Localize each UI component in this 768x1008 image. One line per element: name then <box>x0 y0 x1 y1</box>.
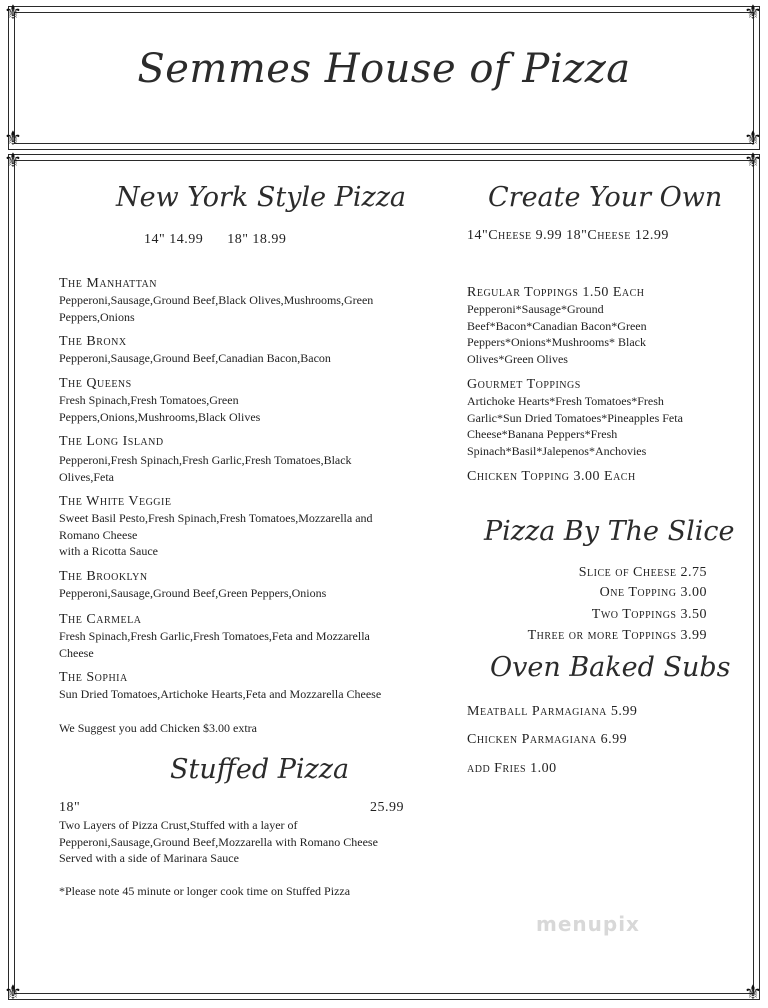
slice-item: Two Toppings 3.50 <box>591 607 707 622</box>
menu-item-desc-extra: with a Ricotta Sauce <box>59 544 158 558</box>
sub-item: Chicken Parmagiana 6.99 <box>467 732 628 747</box>
create-prices: 14"Cheese 9.99 18"Cheese 12.99 <box>467 228 669 243</box>
menu-item-name: The Manhattan <box>59 276 157 291</box>
menu-item-name: The Carmela <box>59 612 142 627</box>
restaurant-title: Semmes House of Pizza <box>137 46 631 92</box>
slice-item: Slice of Cheese 2.75 <box>578 565 707 580</box>
slice-item: One Topping 3.00 <box>599 585 707 600</box>
menupix-watermark-logo: menupix <box>536 912 640 936</box>
regular-toppings-list: Pepperoni*Sausage*Ground Beef*Bacon*Canadian Bacon*Green Peppers*Onions*Mushrooms* Black Olives*Green Olives <box>467 302 647 366</box>
corner-ornament-icon: ⚜ <box>744 0 762 24</box>
gourmet-toppings-list: Artichoke Hearts*Fresh Tomatoes*Fresh Garlic*Sun Dried Tomatoes*Pineapples Feta Cheese*Banana Peppers*Fresh Spinach*Basil*Jalepenos*Anchovies <box>467 394 683 458</box>
section-heading-oven-baked-subs: Oven Baked Subs <box>490 652 731 683</box>
ny-prices: 14" 14.99 18" 18.99 <box>144 232 287 247</box>
stuffed-price: 25.99 <box>370 800 404 815</box>
corner-ornament-icon: ⚜ <box>4 148 22 172</box>
corner-ornament-icon: ⚜ <box>744 980 762 1004</box>
menu-item-desc: Fresh Spinach,Fresh Garlic,Fresh Tomatoes,Feta and Mozzarella Cheese <box>59 629 370 660</box>
stuffed-size: 18" <box>59 800 81 815</box>
chicken-suggestion: We Suggest you add Chicken $3.00 extra <box>59 721 257 735</box>
menu-item-desc: Sun Dried Tomatoes,Artichoke Hearts,Feta and Mozzarella Cheese <box>59 687 382 701</box>
menu-item-name: The Brooklyn <box>59 569 148 584</box>
regular-toppings-title: Regular Toppings 1.50 Each <box>467 285 645 300</box>
menu-item-desc: Fresh Spinach,Fresh Tomatoes,Green Peppers,Onions,Mushrooms,Black Olives <box>59 393 261 424</box>
menu-item-desc: Pepperoni,Sausage,Ground Beef,Green Peppers,Onions <box>59 586 327 600</box>
gourmet-toppings-title: Gourmet Toppings <box>467 377 581 392</box>
corner-ornament-icon: ⚜ <box>4 980 22 1004</box>
menu-item-name: The Queens <box>59 376 132 391</box>
section-heading-ny-style: New York Style Pizza <box>116 182 407 213</box>
section-heading-create-your-own: Create Your Own <box>488 182 723 213</box>
corner-ornament-icon: ⚜ <box>744 148 762 172</box>
stuffed-desc: Two Layers of Pizza Crust,Stuffed with a layer of Pepperoni,Sausage,Ground Beef,Mozzarella with Romano Cheese Served with a side of Marinara Sauce <box>59 818 378 865</box>
sub-item: add Fries 1.00 <box>467 761 557 776</box>
section-heading-stuffed: Stuffed Pizza <box>170 754 350 785</box>
sub-item: Meatball Parmagiana 5.99 <box>467 704 638 719</box>
corner-ornament-icon: ⚜ <box>4 0 22 24</box>
corner-ornament-icon: ⚜ <box>4 126 22 150</box>
menu-item-name: The Bronx <box>59 334 127 349</box>
menu-item-desc: Sweet Basil Pesto,Fresh Spinach,Fresh Tomatoes,Mozzarella and Romano Cheese <box>59 511 373 542</box>
slice-item: Three or more Toppings 3.99 <box>527 628 707 643</box>
menu-item-name: The Sophia <box>59 670 128 685</box>
corner-ornament-icon: ⚜ <box>744 126 762 150</box>
menu-item-desc: Pepperoni,Sausage,Ground Beef,Canadian Bacon,Bacon <box>59 351 331 365</box>
menu-item-desc: Pepperoni,Sausage,Ground Beef,Black Olives,Mushrooms,Green Peppers,Onions <box>59 293 374 324</box>
stuffed-note: *Please note 45 minute or longer cook time on Stuffed Pizza <box>59 884 351 898</box>
section-heading-by-the-slice: Pizza By The Slice <box>484 516 735 547</box>
menu-item-name: The White Veggie <box>59 494 172 509</box>
menu-item-desc: Pepperoni,Fresh Spinach,Fresh Garlic,Fresh Tomatoes,Black Olives,Feta <box>59 453 352 484</box>
menu-item-name: The Long Island <box>59 434 164 449</box>
chicken-topping: Chicken Topping 3.00 Each <box>467 469 636 484</box>
